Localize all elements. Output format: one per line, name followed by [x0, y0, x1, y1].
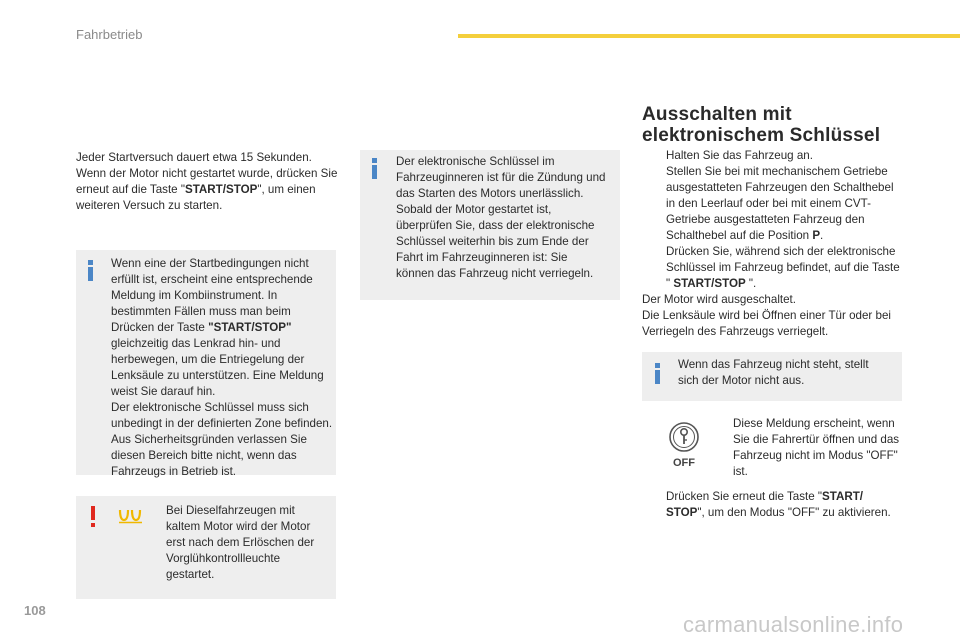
step-gear-position: Stellen Sie bei mit mechanischem Getriebe ausgestatteten Fahrzeugen den Schalthebel in den Leerlauf oder bei mit einem CVT-Getriebe ausgestatteten Fahrzeug den Schalthebel auf die Position P. [666, 165, 894, 242]
section-title: Fahrbetrieb [76, 27, 143, 42]
info-box-moving-vehicle [642, 352, 902, 401]
step-activate-off: Drücken Sie erneut die Taste "START/ STOP", um den Modus "OFF" zu aktivieren. [666, 490, 891, 519]
off-indicator [666, 420, 702, 469]
engine-off-text: Der Motor wird ausgeschaltet. [642, 293, 797, 306]
step-stop-vehicle: Halten Sie das Fahrzeug an. [666, 149, 813, 162]
warning-box-diesel [76, 496, 336, 599]
info-box-start-conditions [76, 250, 336, 478]
warning-text: Bei Dieselfahrzeugen mit kaltem Motor wird der Motor erst nach dem Erlöschen der Vorglühkontrollleuchte gestartet. [166, 504, 315, 581]
intro-paragraph: Jeder Startversuch dauert etwa 15 Sekunden. Wenn der Motor nicht gestartet wurde, drücken Sie erneut auf die Taste "START/STOP", um einen weiteren Versuch zu starten. [76, 151, 338, 212]
page-number: 108 [24, 603, 46, 618]
step-press-start-stop: Drücken Sie, während sich der elektronische Schlüssel im Fahrzeug befindet, auf die Taste " START/STOP ". [666, 245, 900, 290]
info-text-moving: Wenn das Fahrzeug nicht steht, stellt sich der Motor nicht aus. [678, 358, 869, 387]
info-text-key-zone: Der elektronische Schlüssel muss sich unbedingt in der definierten Zone befinden. Aus Sicherheitsgründen verlassen Sie diesen Bereich bitte nicht, wenn das Fahrzeugs in Betrieb ist. [111, 401, 333, 478]
off-label: OFF [673, 457, 695, 469]
page-heading: Ausschalten mit elektronischem Schlüssel [642, 104, 881, 146]
info-icon [372, 158, 377, 179]
warning-icon [89, 506, 97, 527]
info-text-key-inside: Der elektronische Schlüssel im Fahrzeuginneren ist für die Zündung und das Starten des Motors unerlässlich. Sobald der Motor gestartet ist, überprüfen Sie, dass der elektronische Schlüssel weiterhin bis zum Ende der Fahrt im Fahrzeuginneren ist: Sie können das Fahrzeug nicht verriegeln. [396, 155, 606, 280]
info-box-key-inside [360, 150, 620, 300]
info-text-conditions: Wenn eine der Startbedingungen nicht erfüllt ist, erscheint eine entsprechende Meldung im Kombiinstrument. In bestimmten Fällen muss man beim Drücken der Taste "START/STOP" gleichzeitig das Lenkrad hin- und herbewegen, um die Entriegelung der Lenksäule zu unterstützen. Eine Meldung weist Sie darauf hin. [111, 257, 324, 398]
watermark: carmanualsonline.info [683, 612, 904, 637]
steering-lock-text: Die Lenksäule wird bei Öffnen einer Tür oder bei Verriegeln des Fahrzeugs verriegelt. [642, 309, 891, 338]
off-message: Diese Meldung erscheint, wenn Sie die Fahrertür öffnen und das Fahrzeug nicht im Modus "OFF" ist. [733, 417, 900, 478]
info-icon [88, 260, 93, 281]
header-accent-bar [458, 34, 960, 38]
glow-plug-icon [118, 508, 144, 524]
key-off-icon [666, 420, 702, 454]
info-icon [655, 363, 660, 384]
switch-off-steps [642, 148, 904, 340]
